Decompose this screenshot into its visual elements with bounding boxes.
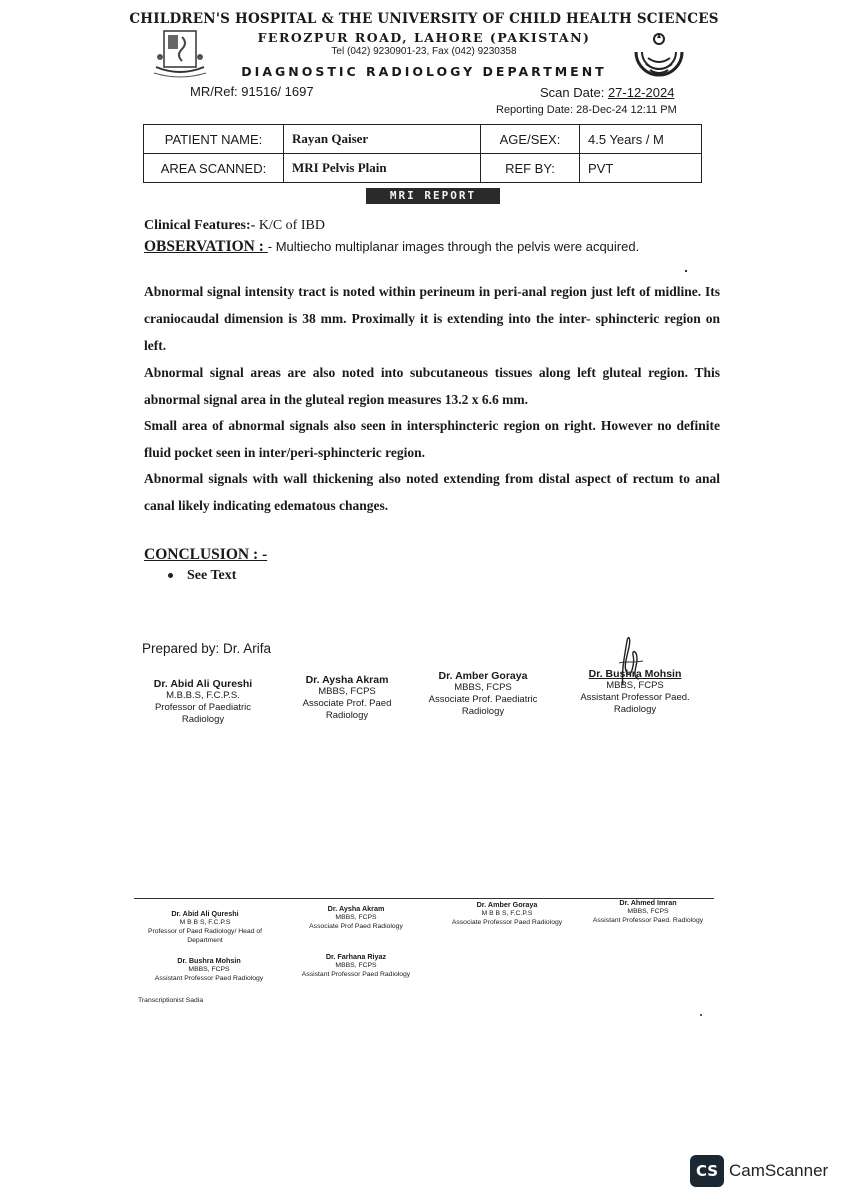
reporting-date: Reporting Date: 28-Dec-24 12:11 PM xyxy=(496,104,677,116)
staff-qualification: M B B S, F.C.P.S xyxy=(179,919,231,926)
staff-title: Department xyxy=(187,937,223,944)
doctor-signatory xyxy=(136,678,270,726)
staff-qualification: MBBS, FCPS xyxy=(335,962,377,969)
observation xyxy=(144,238,639,256)
staff-title: Assistant Professor Paed. Radiology xyxy=(592,917,704,924)
clinical-features-value: K/C of IBD xyxy=(255,218,325,233)
prepared-by: Prepared by: Dr. Arifa xyxy=(142,641,272,656)
scan-speck xyxy=(700,1014,702,1016)
observation-label: OBSERVATION : xyxy=(144,238,268,255)
clinical-features-label: Clinical Features:- xyxy=(144,218,256,233)
staff-qualification: MBBS, FCPS xyxy=(627,908,669,915)
staff-title: Assistant Professor Paed Radiology xyxy=(301,971,411,978)
staff-member xyxy=(442,900,572,927)
doctor-signatory xyxy=(284,674,410,722)
observation-text: - Multiecho multiplanar images through the pelvis were acquired. xyxy=(267,239,640,254)
finding-paragraph: Abnormal signals with wall thickening also noted extending from distal aspect of rectum to anal canal likely indicating edematous changes. xyxy=(144,471,720,513)
finding-paragraph: Abnormal signal intensity tract is noted within perineum in peri-anal region just left of midline. Its craniocaudal dimension is 38 mm. Proximally it is extending into the inter- sphincteric region on left. xyxy=(144,284,720,353)
doctor-qualification: M.B.B.S, F.C.P.S. xyxy=(166,690,240,701)
scan-speck xyxy=(685,270,687,272)
doctor-qualification: MBBS, FCPS xyxy=(606,680,664,691)
staff-member xyxy=(296,952,416,979)
staff-qualification: MBBS, FCPS xyxy=(188,966,230,973)
scan-date-value: 27-12-2024 xyxy=(607,85,675,100)
handwritten-signature xyxy=(613,633,653,689)
camscanner-logo-icon: CS xyxy=(690,1155,724,1187)
conclusion-heading: CONCLUSION : - xyxy=(144,546,268,563)
transcriptionist: Transcriptionist Sadia xyxy=(138,997,204,1004)
staff-title: Associate Professor Paed Radiology xyxy=(451,919,563,926)
doctor-title: Assistant Professor Paed. xyxy=(580,692,690,703)
mr-reference: MR/Ref: 91516/ 1697 xyxy=(190,84,314,99)
mri-report-tag: MRI REPORT xyxy=(366,188,500,204)
doctor-name: Dr. Abid Ali Qureshi xyxy=(153,678,253,690)
hospital-name: CHILDREN'S HOSPITAL & THE UNIVERSITY OF CHILD HEALTH SCIENCES xyxy=(129,11,719,27)
staff-member xyxy=(300,904,412,931)
doctor-title: Professor of Paediatric xyxy=(154,702,252,713)
doctor-name: Dr. Amber Goraya xyxy=(438,670,528,682)
doctor-title: Radiology xyxy=(461,706,505,717)
patient-name-label: PATIENT NAME: xyxy=(144,125,284,154)
patient-name-value: Rayan Qaiser xyxy=(284,125,481,154)
scan-date xyxy=(540,85,674,100)
staff-qualification: MBBS, FCPS xyxy=(335,914,377,921)
doctor-title: Radiology xyxy=(325,710,369,721)
doctor-title: Radiology xyxy=(613,704,657,715)
staff-member xyxy=(140,909,270,945)
ref-by-label: REF BY: xyxy=(481,154,580,183)
staff-name: Dr. Amber Goraya xyxy=(476,900,538,909)
department-name: DIAGNOSTIC RADIOLOGY DEPARTMENT xyxy=(241,64,607,79)
hospital-address: FEROZPUR ROAD, LAHORE (PAKISTAN) xyxy=(257,30,591,45)
doctor-name: Dr. Aysha Akram xyxy=(305,674,389,686)
finding-paragraph: Abnormal signal areas are also noted into subcutaneous tissues along left gluteal region. This abnormal signal area in the gluteal region measures 13.2 x 6.6 mm. xyxy=(144,365,720,407)
age-sex-label: AGE/SEX: xyxy=(481,125,580,154)
staff-name: Dr. Bushra Mohsin xyxy=(177,956,241,965)
staff-member xyxy=(146,956,272,983)
doctor-name: Dr. Bushra Mohsin xyxy=(588,668,682,680)
staff-member xyxy=(588,898,708,925)
conclusion-text: See Text xyxy=(187,568,237,583)
staff-name: Dr. Abid Ali Qureshi xyxy=(171,909,239,918)
conclusion-item xyxy=(168,568,236,584)
doctor-signatory xyxy=(418,670,548,718)
bullet-icon xyxy=(168,573,173,578)
university-logo xyxy=(152,27,208,79)
doctor-qualification: MBBS, FCPS xyxy=(454,682,512,693)
doctor-title: Associate Prof. Paediatric xyxy=(428,694,538,705)
doctor-title: Radiology xyxy=(181,714,225,725)
staff-title: Assistant Professor Paed Radiology xyxy=(154,975,264,982)
ref-by-value: PVT xyxy=(580,154,702,183)
scan-date-label: Scan Date: xyxy=(540,85,608,100)
hospital-phone: Tel (042) 9230901-23, Fax (042) 9230358 xyxy=(331,46,517,57)
clinical-features xyxy=(144,218,325,234)
punjab-government-logo xyxy=(630,30,688,82)
staff-name: Dr. Ahmed Imran xyxy=(619,898,677,907)
area-scanned-value: MRI Pelvis Plain xyxy=(284,154,481,183)
staff-name: Dr. Farhana Riyaz xyxy=(325,952,387,961)
patient-info-table xyxy=(143,124,702,183)
doctor-qualification: MBBS, FCPS xyxy=(318,686,376,697)
staff-qualification: M B B S, F.C.P.S xyxy=(481,910,533,917)
table-row xyxy=(144,125,702,154)
staff-title: Professor of Paed Radiology/ Head of xyxy=(147,928,263,935)
camscanner-watermark: CamScanner xyxy=(729,1161,829,1180)
age-sex-value: 4.5 Years / M xyxy=(580,125,702,154)
doctor-title: Associate Prof. Paed xyxy=(302,698,392,709)
finding-paragraph: Small area of abnormal signals also seen in intersphincteric region on right. However no definite fluid pocket seen in inter/peri-sphincteric region. xyxy=(144,418,720,460)
area-scanned-label: AREA SCANNED: xyxy=(144,154,284,183)
table-row xyxy=(144,154,702,183)
staff-title: Associate Prof Paed Radiology xyxy=(309,923,403,930)
staff-name: Dr. Aysha Akram xyxy=(327,904,385,913)
